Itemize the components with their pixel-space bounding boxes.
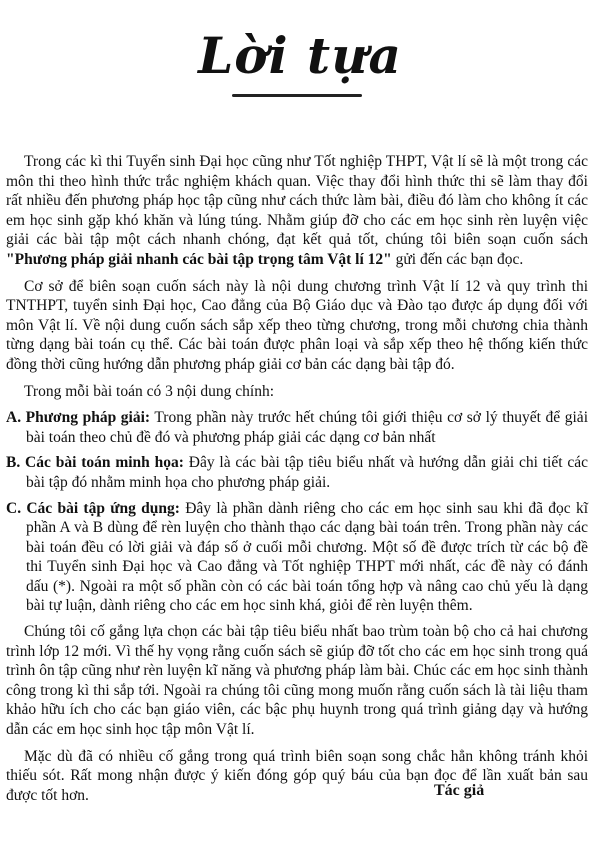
preface-body bbox=[6, 152, 588, 812]
list-item-c-text: Đây là phần dành riêng cho các em học sinh sau khi đã đọc kĩ phần A và B dùng để rèn luyện cho thành thạo các dạng bài toán trên. Trong phần này các bài toán đều có lời giải và đáp số ở cuối mỗi chương. Một số đề được trích từ các bộ đề thi Tuyển sinh Đại học và Cao đẳng và Tốt nghiệp THPT mới nhất, các đề này có đánh dấu (*). Ngoài ra một số phần còn có các bài toán tổng hợp và nâng cao chủ yếu là dạng bài tự luận, dành riêng cho các em học sinh khá, giỏi để rèn luyện thêm. bbox=[26, 499, 588, 615]
list-item-a bbox=[6, 408, 588, 447]
book-title: "Phương pháp giải nhanh các bài tập trọng tâm Vật lí 12" bbox=[6, 250, 392, 268]
list-item-c bbox=[6, 499, 588, 617]
list-item-c-label: C. Các bài tập ứng dụng: bbox=[6, 499, 180, 517]
list-item-b bbox=[6, 453, 588, 492]
author-signature: Tác giả bbox=[434, 782, 485, 799]
paragraph-contents-intro: Trong mỗi bài toán có 3 nội dung chính: bbox=[24, 382, 274, 400]
paragraph-hope: Chúng tôi cố gắng lựa chọn các bài tập tiêu biểu nhất bao trùm toàn bộ cho cả hai chương trình lớp 12 mới. Vì thế hy vọng rằng cuốn sách sẽ giúp đỡ tốt cho các em học sinh trong quá trình ôn tập cũng như rèn luyện kĩ năng và phương pháp làm bài. Chúc các em học sinh thành công trong kì thi sắp tới. Ngoài ra chúng tôi cũng mong muốn rằng cuốn sách là tài liệu tham khảo hữu ích cho các bạn giáo viên, các bậc phụ huynh trong quá trình giảng dạy và hướng dẫn các em học sinh học tập môn Vật lí. bbox=[6, 623, 588, 739]
title-underline bbox=[232, 94, 362, 97]
paragraph-intro bbox=[6, 152, 588, 270]
page-title: Lời tựa bbox=[198, 26, 402, 85]
list-item-b-label: B. Các bài toán minh họa: bbox=[6, 454, 184, 472]
paragraph-intro-end: gửi đến các bạn đọc. bbox=[395, 250, 524, 268]
list-item-b-text: Đây là các bài tập tiêu biểu nhất và hướng dẫn giải chi tiết các bài tập đó nhằm minh họa cho phương pháp giải. bbox=[26, 454, 589, 491]
paragraph-basis: Cơ sở để biên soạn cuốn sách này là nội dung chương trình Vật lí 12 và quy trình thi TNTHPT, tuyển sinh Đại học, Cao đẳng của Bộ Giáo dục và Đào tạo được áp dụng đối với môn Vật lí. Về nội dung cuốn sách sắp xếp theo từng chương, trong mỗi chương chia thành từng dạng bài toán cụ thể. Các bài toán được phân loại và sắp xếp theo hệ thống kiến thức đồng thời cũng hướng dẫn phương pháp giải cơ bản các dạng bài tập đó. bbox=[6, 277, 588, 373]
paragraph-intro-text: Trong các kì thi Tuyển sinh Đại học cũng như Tốt nghiệp THPT, Vật lí sẽ là một trong các môn thi theo hình thức trắc nghiệm khách quan. Việc thay đổi hình thức thi sẽ làm thay đổi rất nhiều đến phương pháp học tập cũng như cách thức làm bài, điều đó làm cho không ít các em học sinh gặp khó khăn và lúng túng. Nhằm giúp đỡ cho các em học sinh rèn luyện việc giải các bài tập một cách nhanh chóng, đạt kết quả tốt, chúng tôi biên soạn cuốn sách bbox=[6, 153, 588, 249]
paragraph-closing: Mặc dù đã có nhiều cố gắng trong quá trình biên soạn song chắc hẳn không tránh khỏi thiếu sót. Rất mong nhận được ý kiến đóng góp quý báu của bạn đọc để lần xuất bản sau được tốt hơn. bbox=[6, 747, 588, 804]
list-item-a-text: Trong phần này trước hết chúng tôi giới thiệu cơ sở lý thuyết để giải bài toán theo chủ đề đó và phương pháp giải các dạng cơ bản nhất bbox=[26, 409, 588, 446]
list-item-a-label: A. Phương pháp giải: bbox=[6, 409, 151, 427]
